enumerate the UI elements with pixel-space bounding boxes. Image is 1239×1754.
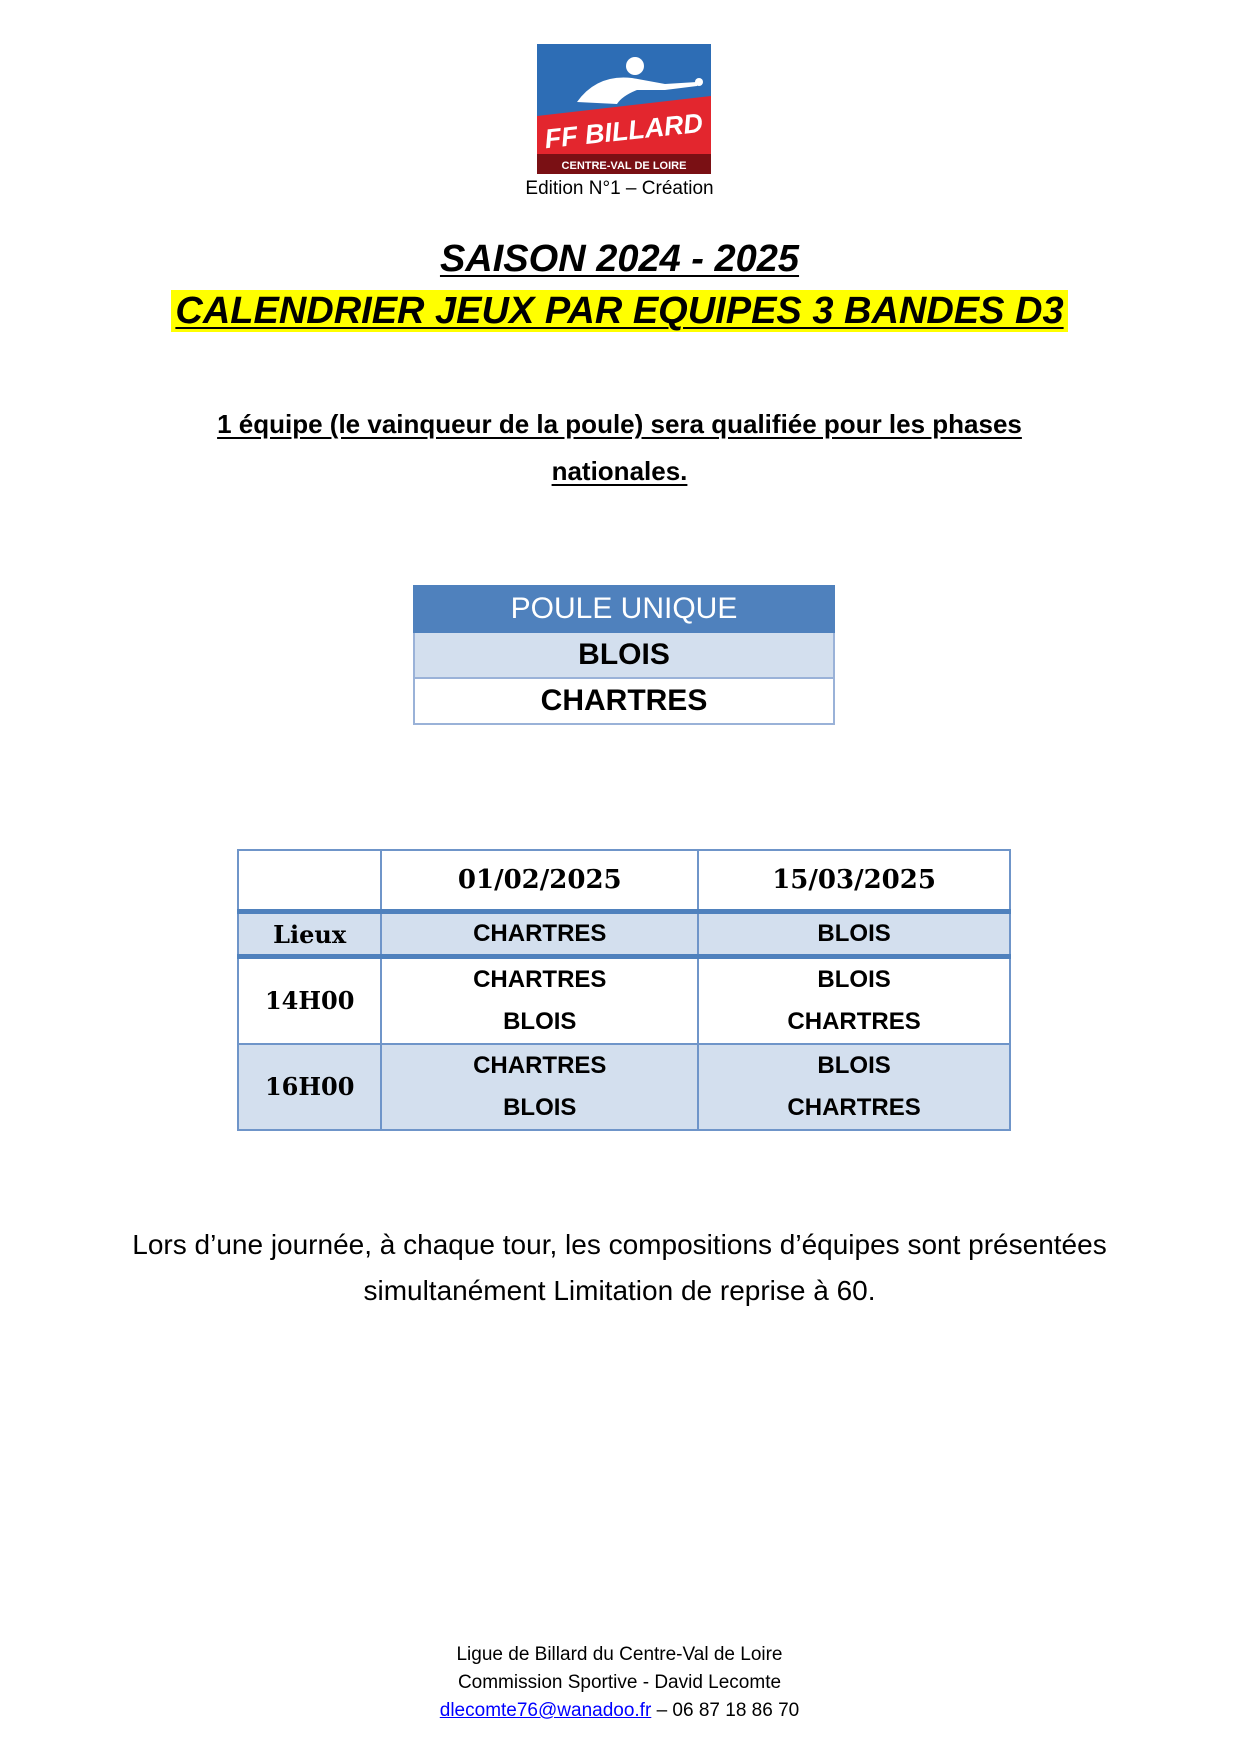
rules-note: Lors d’une journée, à chaque tour, les compositions d’équipes sont présentées simultanément Limitation de reprise à 60.	[132, 1229, 1107, 1306]
match-home: BLOIS	[817, 966, 891, 993]
qualification-note: 1 équipe (le vainqueur de la poule) sera qualifiée pour les phases nationales.	[217, 409, 1022, 486]
poule-header: POULE UNIQUE	[414, 586, 834, 632]
match-away: CHARTRES	[787, 1094, 921, 1121]
footer-league: Ligue de Billard du Centre-Val de Loire	[456, 1644, 783, 1665]
round-time: 16H00	[238, 1044, 381, 1130]
calendar-title-text: CALENDRIER JEUX PAR EQUIPES 3 BANDES D3	[171, 290, 1067, 332]
match-cell	[381, 1044, 698, 1130]
poule-team: BLOIS	[414, 632, 834, 678]
match-away: BLOIS	[503, 1094, 577, 1121]
poule-team: CHARTRES	[414, 678, 834, 724]
match-away: BLOIS	[503, 1008, 577, 1035]
match-home: CHARTRES	[473, 1052, 607, 1079]
poule-team-row	[414, 632, 834, 678]
calendar-title	[0, 285, 1239, 337]
contact-email-link[interactable]: dlecomte76@wanadoo.fr	[439, 1700, 652, 1721]
match-home: CHARTRES	[473, 966, 607, 993]
match-away: CHARTRES	[787, 1008, 921, 1035]
date-header: 15/03/2025	[698, 850, 1010, 912]
match-cell	[381, 957, 698, 1045]
calendar-header-row	[238, 850, 1010, 912]
edition-label: Edition N°1 – Création	[525, 178, 714, 199]
match-cell	[698, 957, 1010, 1045]
footer-commission: Commission Sportive - David Lecomte	[457, 1672, 782, 1693]
footer-contact	[0, 1697, 1239, 1725]
logo-main-text: FF BILLARD	[543, 107, 705, 155]
poule-header-row	[414, 586, 834, 632]
round-time: 14H00	[238, 957, 381, 1045]
match-cell	[698, 1044, 1010, 1130]
calendar-table	[237, 849, 1011, 1131]
contact-phone: – 06 87 18 86 70	[651, 1700, 800, 1721]
poule-table	[413, 585, 835, 725]
season-title: SAISON 2024 - 2025	[439, 238, 800, 280]
date-header: 01/02/2025	[381, 850, 698, 912]
lieu-cell: CHARTRES	[381, 912, 698, 957]
logo-sub-text: CENTRE-VAL DE LOIRE	[561, 160, 687, 172]
footer	[0, 1641, 1239, 1725]
ff-billard-logo	[537, 44, 711, 174]
round-row	[238, 957, 1010, 1045]
title-block	[0, 233, 1239, 337]
lieux-row	[238, 912, 1010, 957]
round-row	[238, 1044, 1010, 1130]
lieux-label: Lieux	[238, 912, 381, 957]
lieu-cell: BLOIS	[698, 912, 1010, 957]
match-home: BLOIS	[817, 1052, 891, 1079]
calendar-corner-cell	[238, 850, 381, 912]
poule-team-row	[414, 678, 834, 724]
